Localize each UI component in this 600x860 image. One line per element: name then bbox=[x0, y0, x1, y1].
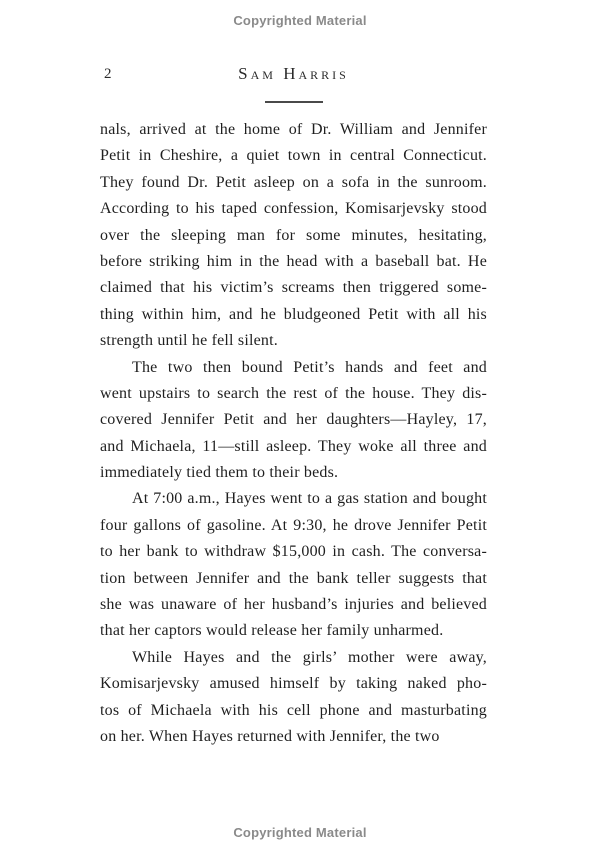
text-line: thing within him, and he bludgeoned Petit with all his bbox=[100, 305, 487, 323]
text-line: covered Jennifer Petit and her daughters—Hayley, 17, bbox=[100, 411, 487, 429]
page-header bbox=[100, 64, 487, 86]
header-rule-divider bbox=[265, 101, 323, 103]
text-line: tion between Jennifer and the bank teller suggests that bbox=[100, 569, 487, 587]
running-head-author: Sam Harris bbox=[238, 64, 349, 83]
paragraph bbox=[100, 117, 487, 355]
paragraph bbox=[100, 355, 487, 487]
page-number: 2 bbox=[104, 66, 112, 82]
text-line: that her captors would release her family unharmed. bbox=[100, 622, 444, 640]
copyright-watermark-bottom: Copyrighted Material bbox=[233, 825, 367, 840]
text-line: went upstairs to search the rest of the house. They dis- bbox=[100, 384, 487, 402]
text-line: strength until he fell silent. bbox=[100, 332, 278, 350]
text-line: At 7:00 a.m., Hayes went to a gas station and bought bbox=[132, 490, 487, 508]
text-line: The two then bound Petit’s hands and feet and bbox=[132, 358, 487, 376]
text-line: to her bank to withdraw $15,000 in cash. The conversa- bbox=[100, 543, 487, 561]
text-line: over the sleeping man for some minutes, hesitating, bbox=[100, 226, 487, 244]
copyright-watermark-top: Copyrighted Material bbox=[233, 13, 367, 28]
text-line: According to his taped confession, Komisarjevsky stood bbox=[100, 200, 487, 218]
text-line: on her. When Hayes returned with Jennifer, the two bbox=[100, 727, 440, 745]
text-line: before striking him in the head with a baseball bat. He bbox=[100, 252, 487, 270]
text-line: immediately tied them to their beds. bbox=[100, 464, 339, 482]
text-line: nals, arrived at the home of Dr. William and Jennifer bbox=[100, 121, 487, 138]
paragraph bbox=[100, 486, 487, 644]
text-line: claimed that his victim’s screams then triggered some- bbox=[100, 279, 487, 297]
text-line: They found Dr. Petit asleep on a sofa in the sunroom. bbox=[100, 173, 487, 191]
text-line: four gallons of gasoline. At 9:30, he drove Jennifer Petit bbox=[100, 516, 487, 534]
text-line: Petit in Cheshire, a quiet town in central Connecticut. bbox=[100, 147, 487, 165]
text-line: she was unaware of her husband’s injuries and believed bbox=[100, 596, 487, 614]
paragraph bbox=[100, 645, 487, 751]
text-line: While Hayes and the girls’ mother were away, bbox=[132, 648, 487, 666]
body-text bbox=[100, 117, 487, 750]
text-line: tos of Michaela with his cell phone and masturbating bbox=[100, 701, 487, 719]
text-line: Komisarjevsky amused himself by taking naked pho- bbox=[100, 675, 487, 693]
text-line: and Michaela, 11—still asleep. They woke all three and bbox=[100, 437, 487, 455]
